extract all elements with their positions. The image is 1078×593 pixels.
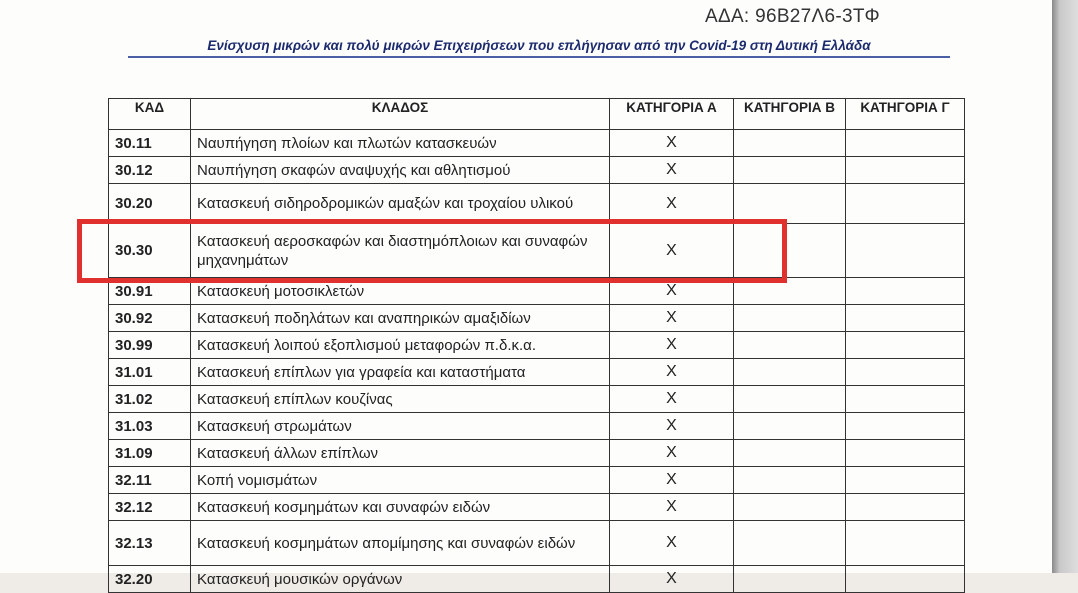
category-a-mark: Χ	[610, 332, 734, 359]
category-c-cell	[846, 413, 965, 440]
category-b-cell	[734, 521, 846, 566]
kad-code: 30.12	[109, 157, 191, 184]
header-klados: ΚΛΑΔΟΣ	[191, 99, 610, 130]
category-c-cell	[846, 494, 965, 521]
category-a-mark: Χ	[610, 440, 734, 467]
category-a-mark: Χ	[610, 130, 734, 157]
category-c-cell	[846, 130, 965, 157]
klados-description: Κοπή νομισμάτων	[191, 467, 610, 494]
category-b-cell	[734, 386, 846, 413]
category-b-cell	[734, 359, 846, 386]
klados-description: Ναυπήγηση πλοίων και πλωτών κατασκευών	[191, 130, 610, 157]
table-row	[109, 305, 965, 332]
category-c-cell	[846, 440, 965, 467]
kad-code: 30.11	[109, 130, 191, 157]
table-row	[109, 521, 965, 566]
red-highlight-box	[77, 219, 787, 283]
category-c-cell	[846, 278, 965, 305]
category-c-cell	[846, 184, 965, 224]
klados-description: Κατασκευή στρωμάτων	[191, 413, 610, 440]
kad-code: 31.09	[109, 440, 191, 467]
table-row	[109, 184, 965, 224]
category-c-cell	[846, 157, 965, 184]
klados-description: Κατασκευή λοιπού εξοπλισμού μεταφορών π.δ.κ.α.	[191, 332, 610, 359]
klados-description: Κατασκευή ποδηλάτων και αναπηρικών αμαξιδίων	[191, 305, 610, 332]
kad-code: 32.13	[109, 521, 191, 566]
kad-code: 31.02	[109, 386, 191, 413]
table-row	[109, 467, 965, 494]
table-row	[109, 566, 965, 593]
kad-code: 32.20	[109, 566, 191, 593]
header-category-b: ΚΑΤΗΓΟΡΙΑ Β	[734, 99, 846, 130]
kad-code: 30.91	[109, 278, 191, 305]
table-header-row	[109, 99, 965, 130]
kad-code: 31.01	[109, 359, 191, 386]
kad-code: 32.12	[109, 494, 191, 521]
category-a-mark: Χ	[610, 157, 734, 184]
category-c-cell	[846, 305, 965, 332]
category-a-mark: Χ	[610, 305, 734, 332]
klados-description: Κατασκευή μουσικών οργάνων	[191, 566, 610, 593]
category-b-cell	[734, 332, 846, 359]
category-a-mark: Χ	[610, 467, 734, 494]
table-row	[109, 413, 965, 440]
header-category-a: ΚΑΤΗΓΟΡΙΑ Α	[610, 99, 734, 130]
kad-code: 30.30	[109, 224, 191, 278]
klados-description: Κατασκευή άλλων επίπλων	[191, 440, 610, 467]
page-edge-shadow	[1052, 0, 1078, 573]
category-c-cell	[846, 566, 965, 593]
table-row	[109, 157, 965, 184]
category-b-cell	[734, 467, 846, 494]
klados-description: Ναυπήγηση σκαφών αναψυχής και αθλητισμού	[191, 157, 610, 184]
ada-code: ΑΔΑ: 96Β27Λ6-3ΤΦ	[705, 6, 880, 27]
title-underline	[128, 56, 950, 58]
category-b-cell	[734, 305, 846, 332]
category-b-cell	[734, 440, 846, 467]
category-c-cell	[846, 386, 965, 413]
category-a-mark: Χ	[610, 494, 734, 521]
header-category-c: ΚΑΤΗΓΟΡΙΑ Γ	[846, 99, 965, 130]
category-c-cell	[846, 521, 965, 566]
category-b-cell	[734, 494, 846, 521]
category-b-cell	[734, 413, 846, 440]
category-a-mark: Χ	[610, 224, 734, 278]
table-row	[109, 440, 965, 467]
category-a-mark: Χ	[610, 278, 734, 305]
kad-table	[108, 98, 965, 593]
category-a-mark: Χ	[610, 386, 734, 413]
category-a-mark: Χ	[610, 521, 734, 566]
category-a-mark: Χ	[610, 413, 734, 440]
kad-code: 32.11	[109, 467, 191, 494]
klados-description: Κατασκευή επίπλων για γραφεία και καταστήματα	[191, 359, 610, 386]
document-title: Ενίσχυση μικρών και πολύ μικρών Επιχειρήσεων που επλήγησαν από την Covid-19 στη Δυτική Ελλάδα	[207, 38, 871, 53]
klados-description: Κατασκευή αεροσκαφών και διαστημόπλοιων και συναφών μηχανημάτων	[191, 224, 610, 278]
klados-description: Κατασκευή κοσμημάτων απομίμησης και συναφών ειδών	[191, 521, 610, 566]
table-row	[109, 130, 965, 157]
klados-description: Κατασκευή σιδηροδρομικών αμαξών και τροχαίου υλικού	[191, 184, 610, 224]
klados-description: Κατασκευή επίπλων κουζίνας	[191, 386, 610, 413]
header-kad: ΚΑΔ	[109, 99, 191, 130]
category-c-cell	[846, 359, 965, 386]
category-b-cell	[734, 184, 846, 224]
table-row	[109, 332, 965, 359]
category-a-mark: Χ	[610, 359, 734, 386]
category-b-cell	[734, 566, 846, 593]
kad-code: 30.20	[109, 184, 191, 224]
klados-description: Κατασκευή κοσμημάτων και συναφών ειδών	[191, 494, 610, 521]
category-c-cell	[846, 332, 965, 359]
category-b-cell	[734, 130, 846, 157]
table-row	[109, 386, 965, 413]
klados-description: Κατασκευή μοτοσικλετών	[191, 278, 610, 305]
table-row	[109, 494, 965, 521]
category-a-mark: Χ	[610, 184, 734, 224]
table-row	[109, 359, 965, 386]
category-c-cell	[846, 224, 965, 278]
table-body	[109, 130, 965, 593]
category-a-mark: Χ	[610, 566, 734, 593]
kad-code: 30.92	[109, 305, 191, 332]
category-c-cell	[846, 467, 965, 494]
category-b-cell	[734, 157, 846, 184]
kad-code: 31.03	[109, 413, 191, 440]
kad-code: 30.99	[109, 332, 191, 359]
